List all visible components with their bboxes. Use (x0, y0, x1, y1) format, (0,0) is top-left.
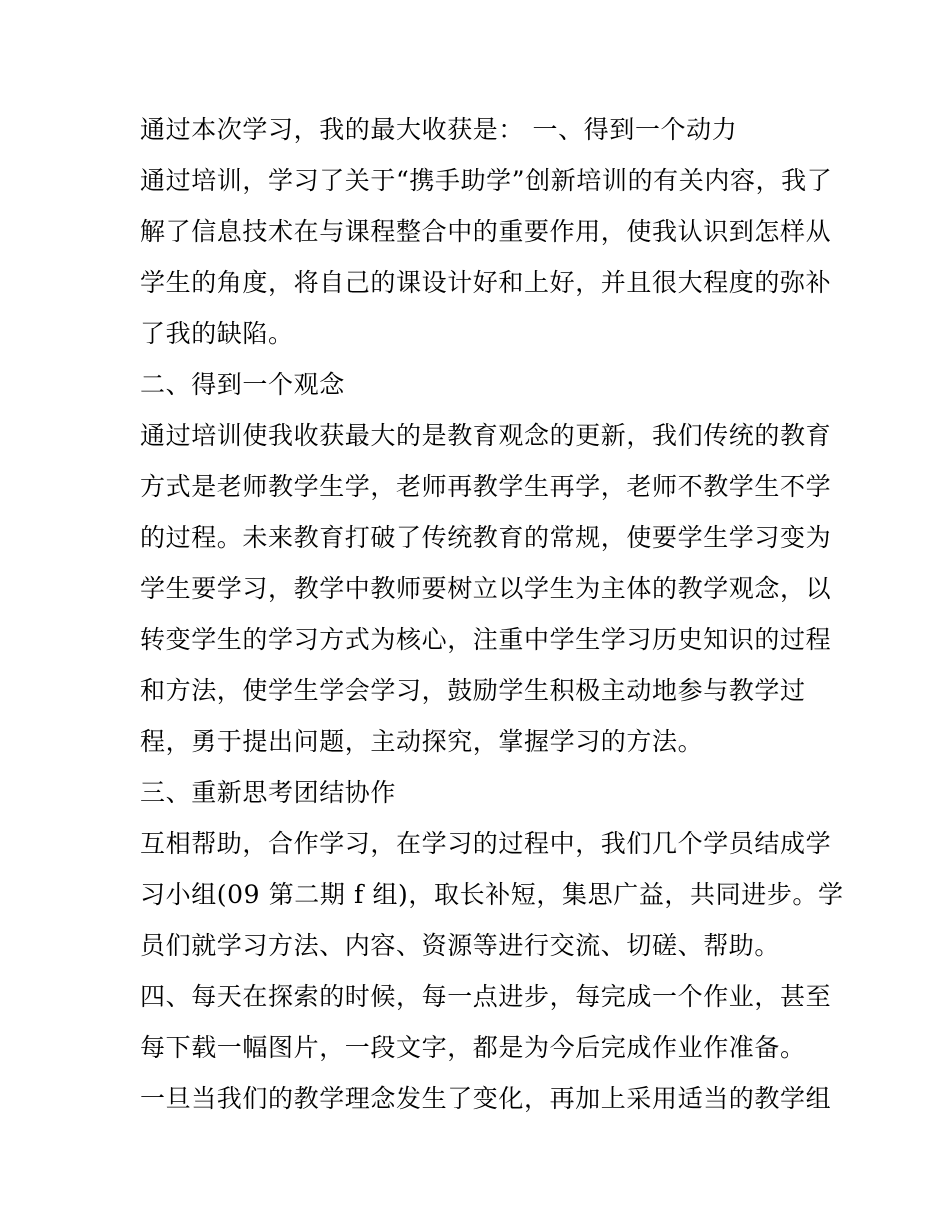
text-line: 程，勇于提出问题，主动探究，掌握学习的方法。 (140, 727, 704, 756)
section-heading: 四、每天在探索的时候，每一点进步，每完成一个作业，甚至 (140, 982, 832, 1011)
text-line: 习小组(09 第二期 f 组)，取长补短，集思广益，共同进步。学 (140, 880, 844, 909)
text-line: 一旦当我们的教学理念发生了变化，再加上采用适当的教学组 (140, 1084, 832, 1113)
text-line: 员们就学习方法、内容、资源等进行交流、切磋、帮助。 (140, 931, 781, 960)
section-heading: 二、得到一个观念 (140, 370, 345, 399)
text-line: 学生的角度，将自己的课设计好和上好，并且很大程度的弥补 (140, 268, 832, 297)
text-line: 的过程。未来教育打破了传统教育的常规，使要学生学习变为 (140, 523, 832, 552)
text-line: 每下载一幅图片，一段文字，都是为今后完成作业作准备。 (140, 1033, 806, 1062)
text-line: 通过培训，学习了关于“携手助学”创新培训的有关内容，我了 (140, 166, 833, 195)
text-line: 转变学生的学习方式为核心，注重中学生学习历史知识的过程 (140, 625, 832, 654)
text-line: 互相帮助，合作学习，在学习的过程中，我们几个学员结成学 (140, 829, 832, 858)
text-line: 解了信息技术在与课程整合中的重要作用，使我认识到怎样从 (140, 217, 832, 246)
text-line: 了我的缺陷。 (140, 319, 294, 348)
section-heading: 三、重新思考团结协作 (140, 778, 397, 807)
document-body (140, 104, 844, 1124)
text-line: 学生要学习，教学中教师要树立以学生为主体的教学观念，以 (140, 574, 832, 603)
text-line: 通过本次学习，我的最大收获是： 一、得到一个动力 (140, 115, 738, 144)
text-line: 通过培训使我收获最大的是教育观念的更新，我们传统的教育 (140, 421, 832, 450)
text-line: 和方法，使学生学会学习，鼓励学生积极主动地参与教学过 (140, 676, 806, 705)
text-line: 方式是老师教学生学，老师再教学生再学，老师不教学生不学 (140, 472, 832, 501)
